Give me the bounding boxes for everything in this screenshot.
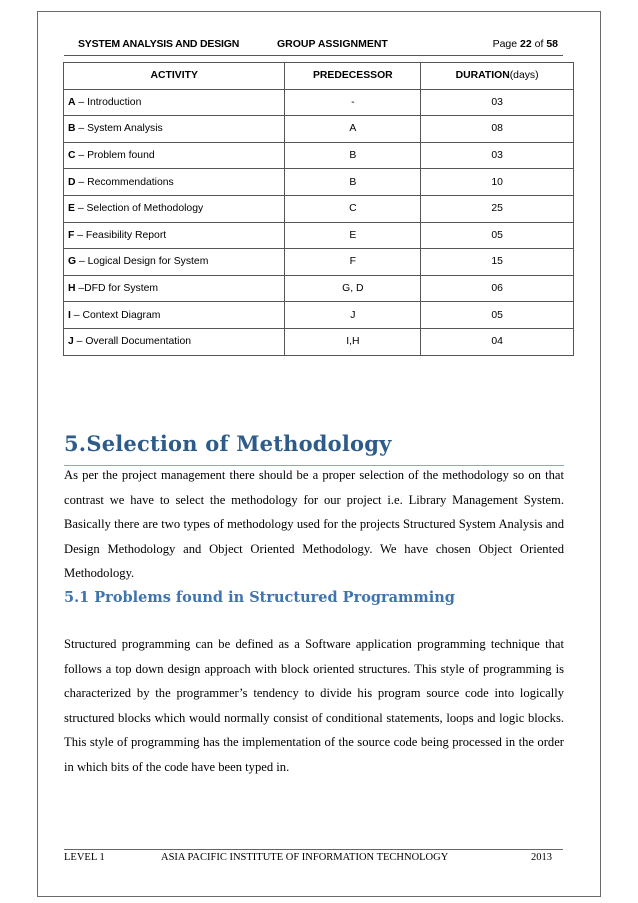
activity-cell: [64, 169, 285, 196]
predecessor-cell: B: [285, 142, 421, 169]
page-header: [64, 36, 564, 54]
column-header-activity: ACTIVITY: [64, 63, 285, 90]
activity-code: D: [68, 176, 76, 188]
duration-cell: 05: [421, 302, 574, 329]
activity-code: G: [68, 256, 77, 268]
activity-name: – Logical Design for System: [76, 256, 209, 268]
header-course-title: SYSTEM ANALYSIS AND DESIGN: [78, 38, 240, 50]
table-row: [64, 328, 574, 355]
activity-code: H: [68, 283, 76, 295]
duration-cell: 08: [421, 116, 574, 143]
table-row: [64, 222, 574, 249]
activity-name: –DFD for System: [75, 283, 159, 295]
activity-cell: [64, 116, 285, 143]
activity-cell: [64, 222, 285, 249]
methodology-paragraph: As per the project management there should be a proper selection of the methodology so on that contrast we have to select the methodology for our project i.e. Library Management System. Basically there are two types of methodology used for the projects Structured System Analysis and Design Methodology and Object Oriented Methodology. We have chosen Object Oriented Methodology.: [64, 468, 564, 581]
predecessor-cell: I,H: [285, 328, 421, 355]
activity-code: A: [68, 96, 76, 108]
column-header-predecessor: PREDECESSOR: [285, 63, 421, 90]
table-header-row: [64, 63, 574, 90]
header-assignment-title: GROUP ASSIGNMENT: [277, 38, 388, 50]
structured-programming-paragraph: Structured programming can be defined as a Software application programming technique that follows a top down design approach with block oriented structures. This style of programming is characterized by the programmer’s tendency to divide his program source code into logically structured blocks which would normally consist of conditional statements, loops and logic blocks. This style of programming has the implementation of the source code being processed in the order in which bits of the code have been typed in.: [64, 637, 564, 774]
activity-code: B: [68, 123, 76, 135]
predecessor-cell: G, D: [285, 275, 421, 302]
predecessor-cell: -: [285, 89, 421, 116]
column-header-duration: [421, 63, 574, 90]
header-divider: [64, 55, 563, 56]
activity-code: F: [68, 229, 75, 241]
subsection-heading-structured-programming: 5.1 Problems found in Structured Programming: [64, 589, 455, 606]
activity-cell: [64, 302, 285, 329]
predecessor-cell: E: [285, 222, 421, 249]
predecessor-cell: B: [285, 169, 421, 196]
duration-cell: 03: [421, 142, 574, 169]
activity-cell: [64, 142, 285, 169]
table-row: [64, 116, 574, 143]
duration-cell: 25: [421, 195, 574, 222]
activity-code: I: [68, 309, 71, 321]
predecessor-cell: J: [285, 302, 421, 329]
predecessor-cell: F: [285, 249, 421, 276]
table-row: [64, 249, 574, 276]
footer-divider: [64, 849, 563, 850]
duration-cell: 15: [421, 249, 574, 276]
activity-name: – Feasibility Report: [74, 229, 167, 241]
duration-cell: 03: [421, 89, 574, 116]
table-row: [64, 169, 574, 196]
duration-cell: 10: [421, 169, 574, 196]
duration-cell: 06: [421, 275, 574, 302]
header-page-number: [493, 38, 558, 50]
activity-code: E: [68, 203, 75, 215]
duration-cell: 04: [421, 328, 574, 355]
table-row: [64, 89, 574, 116]
section-heading-methodology: 5.Selection of Methodology: [64, 431, 392, 456]
predecessor-cell: C: [285, 195, 421, 222]
activity-name: – Recommendations: [75, 176, 174, 188]
duration-label: DURATION: [455, 70, 510, 82]
footer-institute: ASIA PACIFIC INSTITUTE OF INFORMATION TECHNOLOGY: [161, 852, 449, 863]
activity-name: – System Analysis: [75, 123, 163, 135]
duration-unit: (days): [509, 70, 539, 82]
table-row: [64, 302, 574, 329]
activity-code: C: [68, 150, 76, 162]
table-row: [64, 142, 574, 169]
footer-year: 2013: [531, 852, 552, 863]
page-total: 58: [546, 38, 558, 50]
predecessor-cell: A: [285, 116, 421, 143]
footer-level: LEVEL 1: [64, 852, 105, 863]
page-current: 22: [520, 38, 532, 50]
activity-name: – Context Diagram: [70, 309, 161, 321]
activity-name: – Overall Documentation: [73, 336, 192, 348]
activity-table: [63, 62, 574, 356]
activity-name: – Selection of Methodology: [74, 203, 204, 215]
table-row: [64, 195, 574, 222]
activity-code: J: [68, 336, 74, 348]
activity-name: – Introduction: [75, 96, 142, 108]
activity-cell: [64, 89, 285, 116]
activity-name: – Problem found: [75, 150, 155, 162]
activity-cell: [64, 275, 285, 302]
duration-cell: 05: [421, 222, 574, 249]
page-of: of: [531, 38, 547, 50]
activity-cell: [64, 328, 285, 355]
activity-cell: [64, 249, 285, 276]
activity-cell: [64, 195, 285, 222]
table-row: [64, 275, 574, 302]
page-prefix: Page: [492, 38, 521, 50]
